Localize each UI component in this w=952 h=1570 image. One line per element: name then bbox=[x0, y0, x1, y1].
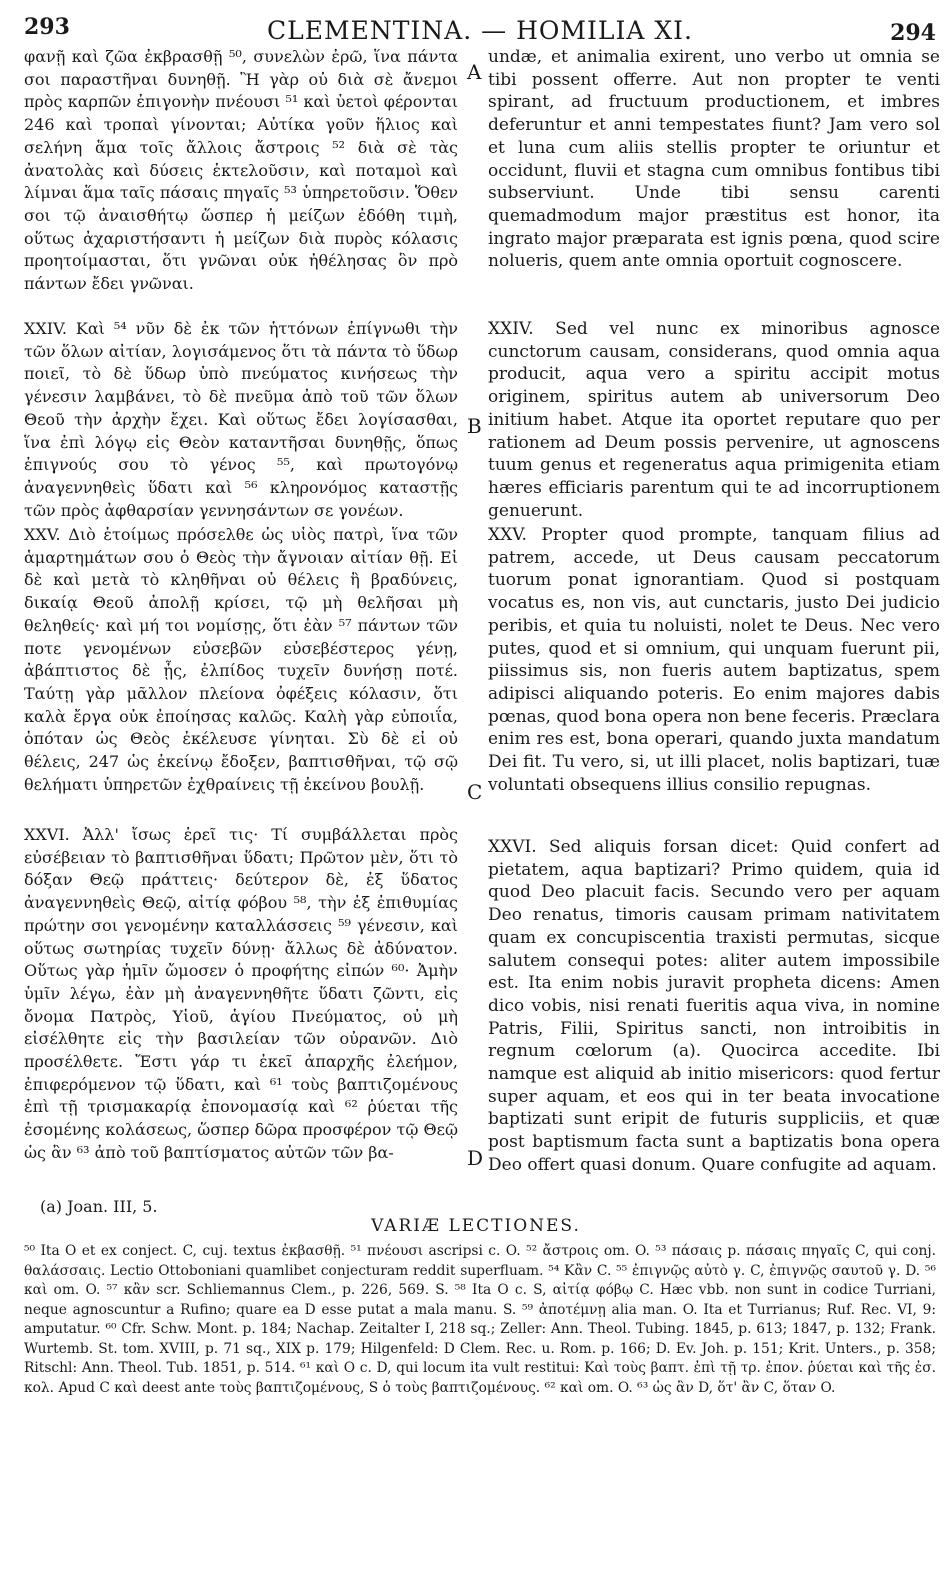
margin-marker-d: D bbox=[467, 1146, 484, 1170]
latin-section-25 bbox=[488, 524, 940, 796]
greek-paragraph: XXIV. Καὶ ⁵⁴ νῦν δὲ ἐκ τῶν ἡττόνων ἐπίγνωθι τὴν τῶν ὅλων αἰτίαν, λογισάμενος ὅτι τὰ πάντα τὸ ὕδωρ ποιεῖ, τὸ δὲ ὕδωρ ὑπὸ πνεύματος κινήσεως τὴν γένεσιν λαμβάνει, τὸ δὲ πνεῦμα ἀπὸ τοῦ τῶν ὅλων Θεοῦ τὴν ἀρχὴν ἔχει. Καὶ οὕτως ἔδει λογίσασθαι, ἵνα ἐπὶ λόγῳ εἰς Θεὸν καταντῆσαι δυνηθῇς, ὅπως ἐπιγνούς σου τὸ γένος ⁵⁵, καὶ πρωτογόνῳ ἀναγεννηθεὶς ὕδατι καὶ ⁵⁶ κληρονόμος καταστῇς τῶν πρὸς ἀφθαρσίαν γεννησάντων σε γονέων. bbox=[24, 319, 458, 520]
greek-paragraph: XXVI. Ἀλλ' ἴσως ἐρεῖ τις· Τί συμβάλλεται πρὸς εὐσέβειαν τὸ βαπτισθῆναι ὕδατι; Πρῶτον μὲν, ὅτι τὸ δόξαν Θεῷ πράττεις· δεύτερον δὲ, ἐξ ὕδατος ἀναγεννηθεὶς Θεῷ, αἰτίᾳ φόβου ⁵⁸, τὴν ἐξ ἐπιθυμίας πρώτην σοι γενομένην καταλλάσσεις ⁵⁹ γένεσιν, καὶ οὕτως σωτηρίας τυχεῖν δύνῃ· ἄλλως δὲ ἀδύνατον. Οὕτως γὰρ ἡμῖν ὤμοσεν ὁ προφήτης εἰπών ⁶⁰· Ἀμὴν ὑμῖν λέγω, ἐὰν μὴ ἀναγεννηθῆτε ὕδατι ζῶντι, εἰς ὄνομα Πατρὸς, Υἱοῦ, ἁγίου Πνεύματος, οὐ μὴ εἰσέλθητε εἰς τὴν βασιλείαν τῶν οὐρανῶν. Διὸ προσέλθετε. Ἔστι γάρ τι ἐκεῖ ἀπαρχῆς ἐλεήμον, ἐπιφερόμενον τῷ ὕδατι, καὶ ⁶¹ τοὺς βαπτιζομένους ἐπὶ τῇ τρισμακαρίᾳ ἐπονομασίᾳ καὶ ⁶² ῥύεται τῆς ἐσομένης κολάσεως, ὥσπερ δῶρα προσφέρον τῷ Θεῷ ὡς ἂν ⁶³ ἀπὸ τοῦ βαπτίσματος αὐτῶν τῶν βα- bbox=[24, 825, 458, 1162]
greek-section-26 bbox=[24, 824, 458, 1165]
latin-section-24 bbox=[488, 318, 940, 522]
latin-paragraph: XXV. Propter quod prompte, tanquam filius ad patrem, accede, ut Deus causam peccatorum tuorum ponat ignorantiam. Quod si postquam vocatus es, non vis, aut cunctaris, justo Dei judicio peribis, et quia tu noluisti, nolet te Deus. Nec vero putes, quod et si omnium, qui unquam fuerunt pii, piissimus sis, non fueris autem baptizatus, spem adipisci aliquando poteris. Eo enim majores dabis pœnas, quod bona opera non bene feceris. Præclara enim res est, bona operari, quando juxta mandatum Dei fit. Tu vero, si, ut illi placet, nolis baptizari, tuæ voluntati obsequens illius consilio repugnas. bbox=[488, 525, 940, 795]
variae-lectiones-text: ⁵⁰ Ita O et ex conject. C, cuj. textus ἐκβασθῇ. ⁵¹ πνέουσι ascripsi c. O. ⁵² ἄστροις om. O. ⁵³ πάσαις p. πάσαις πηγαῖς C, qui conj. θαλάσσαις. Lectio Ottoboniani quamlibet conjecturam reddit superfluam. ⁵⁴ Κἂν C. ⁵⁵ ἐπιγνῷς αὐτὸ γ. C, ἐπιγνῷς σαυτοῦ γ. D. ⁵⁶ καὶ om. O. ⁵⁷ κἂν scr. Schliemannus Clem., p. 226, 569. S. ⁵⁸ Ita O c. S, αἰτίᾳ φόβῳ C. Hæc vbb. non sunt in codice Turriani, neque agnoscuntur a Rufino; quare ea D esse putat a mala manu. S. ⁵⁹ ἀποτέμνῃ alia man. O. Ita et Turrianus; Ruf. Rec. VI, 9: amputatur. ⁶⁰ Cfr. Schw. Mont. p. 184; Nachap. Zeitalter I, 218 sq.; Zeller: Ann. Theol. Tubing. 1845, p. 613; 1847, p. 132; Frank. Wurtemb. St. tom. XVIII, p. 71 sq., XIX p. 179; Hilgenfeld: D Clem. Rec. u. Rom. p. 166; D. Ev. Joh. p. 151; Krit. Unters., p. 358; Ritschl: Ann. Theol. Tub. 1851, p. 514. ⁶¹ καὶ O c. D, qui locum ita vult restitui: Καὶ τοὺς βαπτ. ἐπὶ τῇ τρ. ἐπον. ῥύεται καὶ τῆς ἐσ. κολ. Apud C καὶ deest ante τοὺς βαπτιζομένους, S ὁ τοὺς βαπτιζομένους. ⁶² καὶ om. O. ⁶³ ὡς ἂν D, ὅτ' ἂν C, ὅταν O. bbox=[24, 1243, 936, 1396]
margin-marker-a: A bbox=[467, 60, 482, 84]
greek-paragraph: XXV. Διὸ ἑτοίμως πρόσελθε ὡς υἱὸς πατρὶ, ἵνα τῶν ἁμαρτημάτων σου ὁ Θεὸς τὴν ἄγνοιαν αἰτίαν θῇ. Εἰ δὲ καὶ μετὰ τὸ κληθῆναι οὐ θέλεις ἢ βραδύνεις, δικαίᾳ Θεοῦ ἀπολῇ κρίσει, τῷ μὴ θελῆσαι μὴ θεληθείς· καὶ μή τοι νομίσῃς, ὅτι ἐὰν ⁵⁷ πάντων τῶν ποτε γενομένων εὐσεβῶν εὐσεβέστερος γένῃ, ἀβάπτιστος δὲ ᾖς, ἐλπίδος τυχεῖν δυνήσῃ ποτέ. Ταύτῃ γὰρ μᾶλλον πλείονα ὀφέξεις κόλασιν, ὅτι καλὰ ἔργα οὐκ ἐποίησας καλῶς. Καλὴ γὰρ εὐποιΐα, ὁπόταν ὡς Θεὸς ἐκέλευσε γίνηται. Σὺ δὲ εἰ οὐ θέλεις, 247 ὡς ἐκείνῳ ἔδοξεν, βαπτισθῆναι, τῷ σῷ θελήματι ὑπηρετῶν ἐχθραίνεις τῇ ἐκείνου βουλῇ. bbox=[24, 525, 458, 794]
greek-paragraph: φανῇ καὶ ζῶα ἐκβρασθῇ ⁵⁰, συνελὼν ἐρῶ, ἵνα πάντα σοι παραστῆναι δυνηθῇ. Ἢ γὰρ οὐ διὰ σὲ ἄνεμοι πρὸς καρπῶν ἐπιγονὴν πνέουσι ⁵¹ καὶ ὑετοὶ φέρονται 246 καὶ τροπαὶ γίνονται; Αὐτίκα γοῦν ἥλιος καὶ σελήνη ἅμα τοῖς ἄλλοις ἄστροις ⁵² διὰ σὲ τὰς ἀνατολὰς καὶ δύσεις ἐκτελοῦσιν, καὶ ποταμοὶ καὶ λίμναι ἅμα ταῖς πάσαις πηγαῖς ⁵³ ὑπηρετοῦσιν. Ὅθεν σοι τῷ ἀναισθήτῳ ὥσπερ ἡ μείζων ἐδόθη τιμὴ, οὕτως ἀχαριστήσαντι ἡ μείζων διὰ πυρὸς κόλασις προητοίμασται, ὅτι γνῶναι οὐκ ἠθέλησας ὃν πρὸ πάντων ἔδει γνῶναι. bbox=[24, 47, 458, 294]
page-header bbox=[24, 14, 936, 48]
page-number-right: 294 bbox=[890, 20, 936, 46]
margin-marker-c: C bbox=[467, 780, 483, 804]
greek-section-24 bbox=[24, 318, 458, 522]
running-title: CLEMENTINA. — HOMILIA XI. bbox=[267, 16, 693, 45]
footnote: (a) Joan. III, 5. bbox=[40, 1197, 158, 1216]
variae-lectiones-heading: VARIÆ LECTIONES. bbox=[371, 1216, 581, 1236]
latin-section-23 bbox=[488, 46, 940, 273]
latin-paragraph: XXVI. Sed aliquis forsan dicet: Quid confert ad pietatem, aqua baptizari? Primo quidem, quia id quod Deo placuit facis. Secundo vero per aquam Deo renatus, timoris causam primam nativitatem quam ex concupiscentia traxisti permutas, sicque salutem consequi potes: aliter autem impossibile est. Ita enim nobis juravit propheta dicens: Amen dico vobis, nisi renati fueritis aqua viva, in nomine Patris, Filii, Spiritus sancti, non introibitis in regnum cœlorum (a). Quocirca accedite. Ibi namque est aliquid ab initio misericors: quod fertur super aquam, et eos qui in ter beata invocatione baptizati sunt eripit de futuris suppliciis, et quæ post baptismum facta sunt a baptizatis bona opera Deo offert quasi donum. Quare confugite ad aquam. bbox=[488, 837, 940, 1175]
margin-marker-b: B bbox=[467, 414, 482, 438]
greek-section-23 bbox=[24, 46, 458, 296]
latin-section-26 bbox=[488, 836, 940, 1177]
latin-paragraph: XXIV. Sed vel nunc ex minoribus agnosce cunctorum causam, considerans, quod omnia aqua producit, aqua vero a spiritu accipit motus originem, spiritus autem ab universorum Deo initium habet. Atque ita oportet reputare quo per rationem ad Deum possis pervenire, ut agnoscens tuum genus et regeneratus aqua primigenita etiam hæres efficiaris parentum qui te ad incorruptionem genuerunt. bbox=[488, 319, 940, 521]
latin-paragraph: undæ, et animalia exirent, uno verbo ut omnia se tibi possent offerre. Aut non propter te venti spirant, ad fructuum productionem, et imbres deferuntur et anni tempestates fiunt? Jam vero sol et luna cum aliis stellis propter te oriuntur et occidunt, fluvii et stagna cum omnibus fontibus tibi subserviunt. Unde tibi sensu carenti quemadmodum major præstitus est honor, ita ingrato major præparata est ignis pœna, quod scire nolueris, quem ante omnia oportuit cognoscere. bbox=[488, 47, 940, 272]
page-number-left: 293 bbox=[24, 14, 70, 40]
greek-section-25 bbox=[24, 524, 458, 796]
